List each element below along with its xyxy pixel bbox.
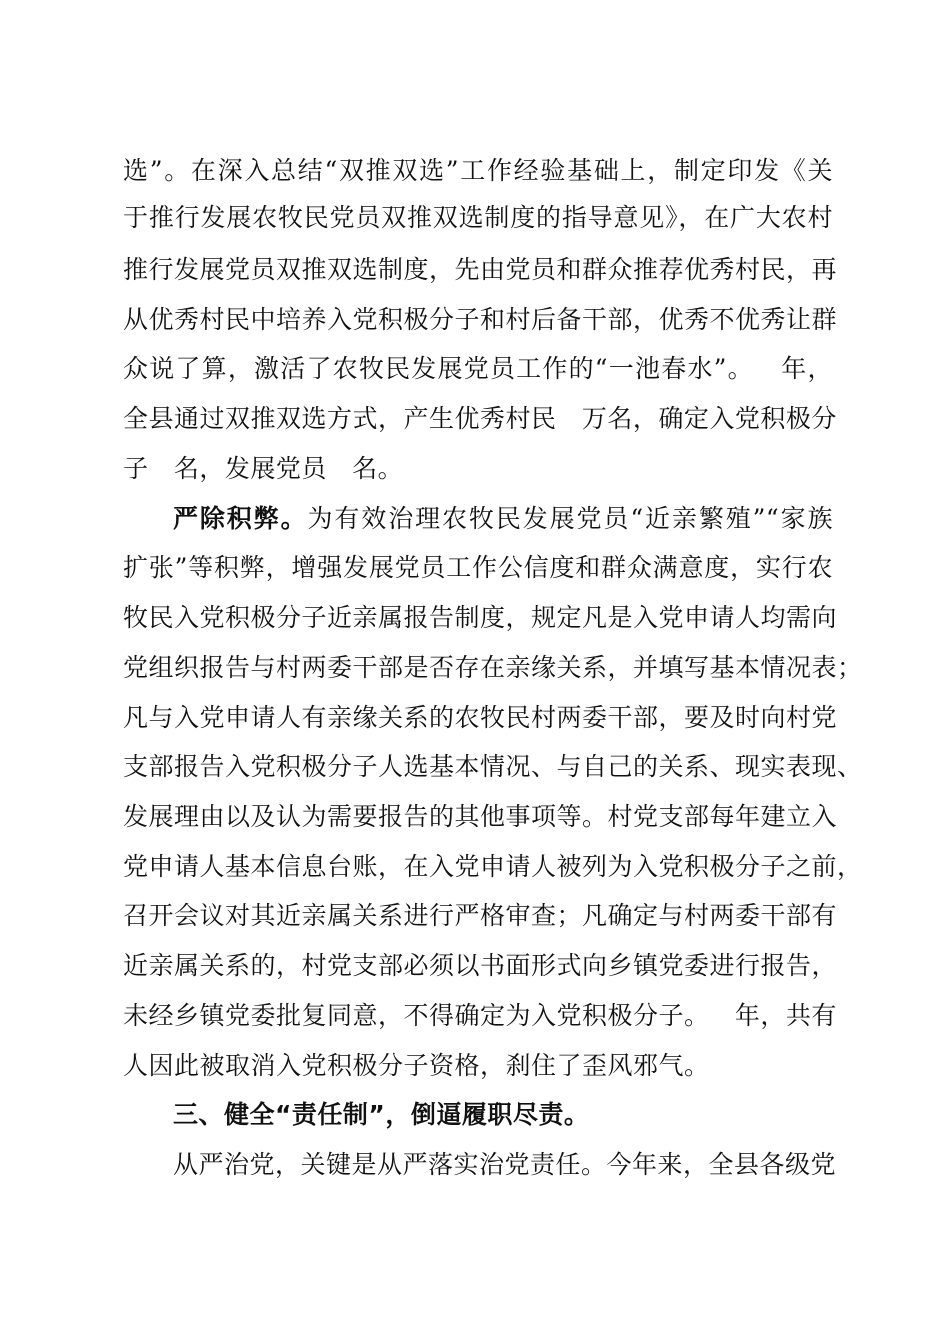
text-line-5: 众说了算，激活了农牧民发展党员工作的“一池春水”。 年， <box>123 354 833 383</box>
text-line-11: 党组织报告与村两委干部是否存在亲缘关系，并填写基本情况表； <box>123 653 863 682</box>
text-line-13: 支部报告入党积极分子人选基本情况、与自己的关系、现实表现、 <box>123 752 863 781</box>
text-line-21: 从严治党，关键是从严落实治党责任。今年来，全县各级党 <box>173 1150 837 1179</box>
text-line-2: 于推行发展农牧民党员双推双选制度的指导意见》，在广大农村 <box>123 203 833 232</box>
text-line-6: 全县通过双推双选方式，产生优秀村民 万名，确定入党积极分 <box>123 404 837 433</box>
text-line-12: 凡与入党申请人有亲缘关系的农牧民村两委干部，要及时向村党 <box>123 703 838 732</box>
subhead-label: 严除积弊。 <box>173 504 308 533</box>
text-line-8: 为有效治理农牧民发展党员“近亲繁殖”“家族 <box>307 504 833 533</box>
text-line-14: 发展理由以及认为需要报告的其他事项等。村党支部每年建立入 <box>123 802 838 831</box>
text-line-10: 牧民入党积极分子近亲属报告制度，规定凡是入党申请人均需向 <box>123 603 838 632</box>
text-line-1: 选”。在深入总结“双推双选”工作经验基础上，制定印发《关 <box>123 156 833 185</box>
paragraph-subhead-line <box>173 503 833 535</box>
text-line-18: 未经乡镇党委批复同意，不得确定为入党积极分子。 年，共有 <box>123 1001 837 1030</box>
text-line-4: 从优秀村民中培养入党积极分子和村后备干部，优秀不优秀让群 <box>123 305 838 334</box>
text-line-15: 党申请人基本信息台账，在入党申请人被列为入党积极分子之前， <box>123 852 863 881</box>
text-line-7: 子 名，发展党员 名。 <box>123 454 404 483</box>
section-heading: 三、健全“责任制”，倒逼履职尽责。 <box>173 1100 590 1129</box>
text-line-3: 推行发展党员双推双选制度，先由党员和群众推荐优秀村民，再 <box>123 255 838 284</box>
text-line-19: 人因此被取消入党积极分子资格，刹住了歪风邪气。 <box>123 1051 710 1080</box>
text-line-16: 召开会议对其近亲属关系进行严格审查；凡确定与村两委干部有 <box>123 901 838 930</box>
text-line-17: 近亲属关系的，村党支部必须以书面形式向乡镇党委进行报告， <box>123 951 838 980</box>
text-line-9: 扩张”等积弊，增强发展党员工作公信度和群众满意度，实行农 <box>123 553 833 582</box>
